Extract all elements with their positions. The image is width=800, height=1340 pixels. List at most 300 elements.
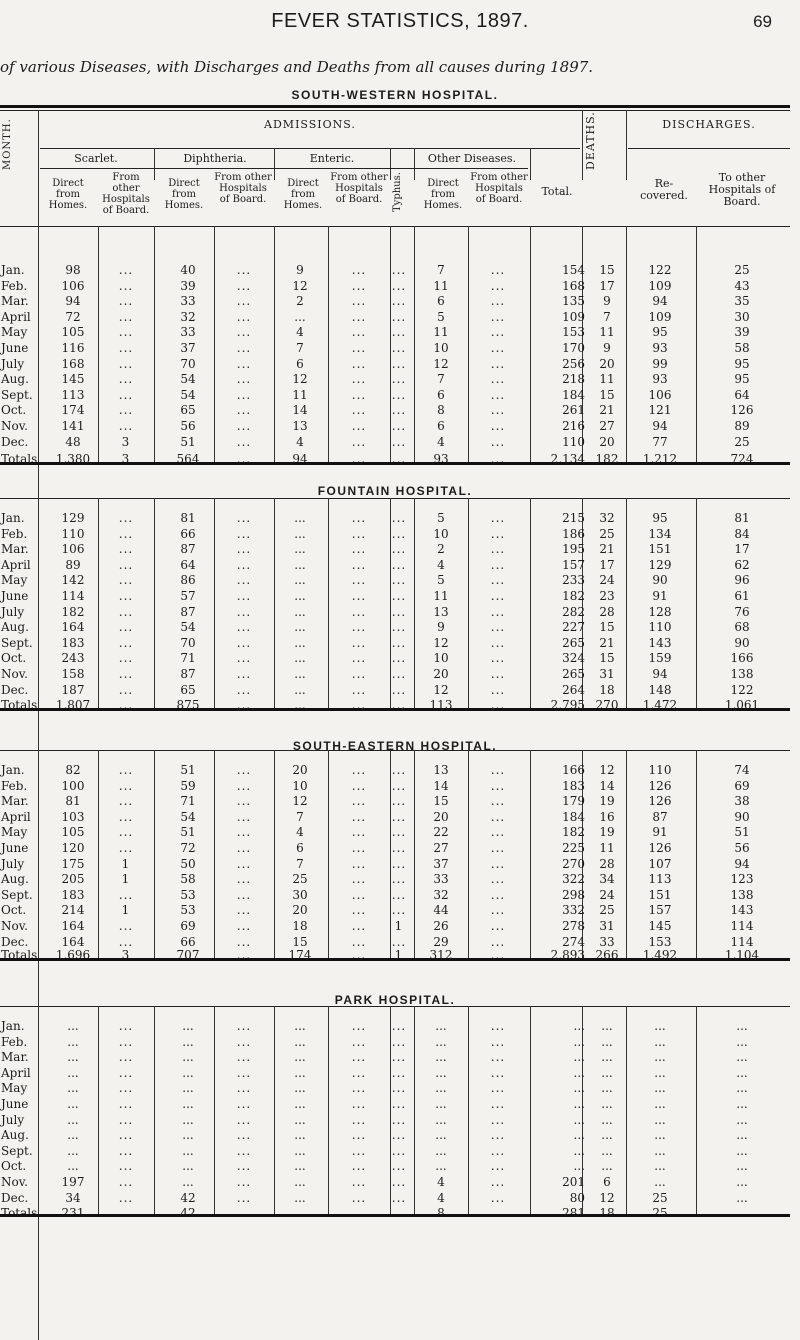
recovered-cell: 91 <box>652 589 668 603</box>
total-cell: 154 <box>562 263 585 277</box>
month-cell: Aug. <box>1 620 29 635</box>
scarlet-direct-cell: ... <box>67 1159 79 1174</box>
enteric-other-cell: ... <box>351 1128 367 1143</box>
to-other-cell: 90 <box>734 635 750 650</box>
deaths-cell: ... <box>601 1034 613 1049</box>
recovered-cell: 126 <box>648 794 672 809</box>
scarlet-direct-cell: 105 <box>61 325 85 340</box>
scarlet-direct-cell: 100 <box>61 778 85 793</box>
scarlet-direct-cell: 214 <box>61 903 85 918</box>
to-other-cell: ... <box>736 1190 748 1205</box>
other-other-cell: ... <box>490 809 506 824</box>
to-other-cell: 69 <box>734 778 750 793</box>
total-cell: ... <box>573 1065 585 1080</box>
enteric-direct-cell: ... <box>294 309 306 324</box>
scarlet-direct-cell: ... <box>67 1050 79 1065</box>
other-other-cell: ... <box>490 341 506 355</box>
to-other-cell: 68 <box>734 620 750 635</box>
deaths-cell: 23 <box>599 589 615 603</box>
scarlet-direct-cell: 205 <box>61 872 85 887</box>
enteric-direct-cell: ... <box>294 589 306 603</box>
deaths-cell: 6 <box>603 1175 611 1189</box>
table-row <box>0 887 790 903</box>
scarlet-other-cell: ... <box>118 573 134 588</box>
scarlet-other-cell: 1 <box>121 872 131 887</box>
typhus-cell: ... <box>391 1190 407 1205</box>
total-cell: 168 <box>562 278 585 293</box>
total-cell: 153 <box>562 325 585 340</box>
scarlet-direct-cell: 158 <box>61 667 85 681</box>
other-other-cell: ... <box>490 1081 506 1096</box>
month-cell: Feb. <box>1 278 28 293</box>
deaths-cell: 21 <box>599 542 615 557</box>
enteric-other-cell: ... <box>351 604 367 619</box>
other-direct-cell: 4 <box>437 557 445 572</box>
to-other-cell: ... <box>736 1034 748 1049</box>
enteric-direct-cell: ... <box>294 1128 306 1143</box>
deaths-cell: 9 <box>603 294 611 309</box>
diph-other-cell: ... <box>236 872 252 887</box>
deaths-cell: ... <box>601 1081 613 1096</box>
total-cell: 110 <box>562 434 585 449</box>
to-other-cell: 114 <box>730 934 754 949</box>
enteric-direct-cell: ... <box>294 573 306 588</box>
recovered-cell: 106 <box>648 387 672 402</box>
other-other-cell: ... <box>490 919 506 933</box>
enteric-direct-cell: ... <box>294 651 306 666</box>
enteric-direct-cell: 11 <box>292 387 308 402</box>
recovered-cell: 143 <box>648 635 672 650</box>
table-row <box>0 650 790 666</box>
scarlet-other-cell: ... <box>118 1143 134 1158</box>
section-title: SOUTH-WESTERN HOSPITAL. <box>291 88 499 102</box>
recovered-cell: 145 <box>648 919 672 933</box>
month-cell: Jan. <box>1 511 25 525</box>
deaths-cell: 17 <box>599 278 615 293</box>
total-cell: 201 <box>562 1175 585 1189</box>
scarlet-other-cell: ... <box>118 1019 134 1033</box>
diph-direct-cell: 54 <box>180 809 196 824</box>
scarlet-direct-cell: 82 <box>65 763 81 777</box>
other-direct-cell: 12 <box>433 356 449 371</box>
diph-direct-cell: 57 <box>180 589 196 603</box>
month-total-cell: Totals <box>1 452 38 466</box>
typhus-cell: ... <box>391 356 407 371</box>
table-row <box>0 510 790 526</box>
scarlet-direct-cell: 182 <box>61 604 85 619</box>
to-other-cell: 122 <box>730 682 754 697</box>
scarlet-other-cell: ... <box>118 309 134 324</box>
enteric-other-header: From other Hospitals of Board. <box>330 172 388 205</box>
diph-direct-cell: 66 <box>180 526 196 541</box>
enteric-other-cell: ... <box>351 589 367 603</box>
diph-other-cell: ... <box>236 434 252 449</box>
deaths-cell: 9 <box>603 341 611 355</box>
scarlet-direct-header: Direct from Homes. <box>48 178 88 211</box>
other-direct-cell: 4 <box>437 1175 445 1189</box>
scarlet-direct-cell: ... <box>67 1097 79 1111</box>
scarlet-direct-cell: 183 <box>61 887 85 902</box>
other-direct-cell: 11 <box>433 589 449 603</box>
enteric-other-cell: ... <box>351 903 367 918</box>
scarlet-other-cell: ... <box>118 1175 134 1189</box>
month-cell: Dec. <box>1 1190 29 1205</box>
diph-direct-cell: 51 <box>180 825 196 840</box>
enteric-other-cell: ... <box>351 526 367 541</box>
total-header: Total. <box>541 185 573 198</box>
diph-other-cell: ... <box>236 589 252 603</box>
scarlet-direct-cell: ... <box>67 1128 79 1143</box>
month-cell: Aug. <box>1 872 29 887</box>
scarlet-other-total-cell: ... <box>118 1206 134 1220</box>
diph-other-cell: ... <box>236 682 252 697</box>
to-other-cell: ... <box>736 1143 748 1158</box>
scarlet-other-cell: ... <box>118 419 134 433</box>
table-row <box>0 918 790 934</box>
diph-other-cell: ... <box>236 856 252 871</box>
typhus-cell: ... <box>391 341 407 355</box>
scarlet-other-cell: ... <box>118 589 134 603</box>
scarlet-direct-total-cell: 1,807 <box>55 698 91 712</box>
diph-direct-cell: 39 <box>180 278 196 293</box>
enteric-direct-cell: 4 <box>296 325 304 340</box>
other-direct-cell: 33 <box>433 872 449 887</box>
total-cell: 265 <box>562 635 585 650</box>
deaths-cell: 21 <box>599 403 615 418</box>
scarlet-other-cell: ... <box>118 511 134 525</box>
scarlet-other-cell: ... <box>118 620 134 635</box>
enteric-direct-cell: 10 <box>292 778 308 793</box>
recovered-cell: 25 <box>652 1190 668 1205</box>
diph-direct-total-cell: 42 <box>180 1206 196 1220</box>
typhus-cell: ... <box>391 325 407 340</box>
other-other-cell: ... <box>490 1034 506 1049</box>
month-cell: Oct. <box>1 403 27 418</box>
other-direct-total-cell: 113 <box>429 698 453 712</box>
typhus-cell: ... <box>391 1143 407 1158</box>
diph-other-total-cell: ... <box>236 452 252 466</box>
scarlet-other-cell: ... <box>118 1112 134 1127</box>
deaths-cell: 15 <box>599 651 615 666</box>
to-other-cell: 123 <box>730 872 754 887</box>
typhus-total-cell: 1 <box>394 948 404 962</box>
diph-direct-header: Direct from Homes. <box>164 178 204 211</box>
recovered-total-cell: 1,472 <box>642 698 678 712</box>
diph-direct-cell: 33 <box>180 325 196 340</box>
scarlet-other-cell: ... <box>118 372 134 387</box>
total-cell: 227 <box>562 620 585 635</box>
recovered-cell: 107 <box>648 856 672 871</box>
to-other-cell: 166 <box>730 651 754 666</box>
typhus-cell: ... <box>391 667 407 681</box>
recovered-cell: 94 <box>652 294 668 309</box>
scarlet-direct-cell: 168 <box>61 356 85 371</box>
total-cell: 265 <box>562 667 585 681</box>
month-cell: April <box>1 309 31 324</box>
recovered-cell: 157 <box>648 903 672 918</box>
typhus-total-cell: ... <box>391 698 407 712</box>
total-cell: 261 <box>562 403 585 418</box>
recovered-cell: 95 <box>652 325 668 340</box>
recovered-cell: 95 <box>652 511 668 525</box>
diph-direct-cell: 54 <box>180 387 196 402</box>
diph-direct-cell: 87 <box>180 604 196 619</box>
scarlet-direct-cell: 142 <box>61 573 85 588</box>
typhus-cell: ... <box>391 934 407 949</box>
table-row <box>0 1112 790 1128</box>
diph-other-cell: ... <box>236 542 252 557</box>
deaths-cell: 31 <box>599 667 615 681</box>
section-title: PARK HOSPITAL. <box>334 993 456 1007</box>
other-other-cell: ... <box>490 511 506 525</box>
month-cell: July <box>1 356 25 371</box>
typhus-cell: ... <box>391 872 407 887</box>
recovered-cell: 94 <box>652 419 668 433</box>
table-row <box>0 1190 790 1206</box>
diph-other-cell: ... <box>236 635 252 650</box>
scarlet-other-cell: ... <box>118 604 134 619</box>
to-other-cell: 39 <box>734 325 750 340</box>
diph-other-cell: ... <box>236 763 252 777</box>
enteric-direct-cell: 25 <box>292 872 308 887</box>
other-direct-cell: ... <box>435 1112 447 1127</box>
diph-other-cell: ... <box>236 387 252 402</box>
scarlet-other-cell: ... <box>118 557 134 572</box>
total-cell: 282 <box>562 604 585 619</box>
enteric-direct-cell: 2 <box>296 294 304 309</box>
typhus-cell: ... <box>391 589 407 603</box>
other-direct-cell: 7 <box>437 372 445 387</box>
other-direct-cell: ... <box>435 1097 447 1111</box>
diph-other-cell: ... <box>236 1190 252 1205</box>
other-direct-cell: ... <box>435 1034 447 1049</box>
diph-direct-cell: 71 <box>180 651 196 666</box>
scarlet-other-total-cell: 3 <box>121 452 131 466</box>
recovered-cell: 93 <box>652 372 668 387</box>
enteric-other-cell: ... <box>351 341 367 355</box>
deaths-cell: 34 <box>599 872 615 887</box>
table-row <box>0 682 790 698</box>
diph-direct-cell: ... <box>182 1065 194 1080</box>
enteric-other-cell: ... <box>351 294 367 309</box>
diph-direct-total-cell: 707 <box>176 948 200 962</box>
to-other-cell: ... <box>736 1097 748 1111</box>
page-subtitle: of various Diseases, with Discharges and Deaths from all causes during 1897. <box>0 58 594 76</box>
enteric-direct-cell: ... <box>294 1143 306 1158</box>
enteric-direct-cell: 20 <box>292 903 308 918</box>
to-other-cell: 138 <box>730 667 754 681</box>
typhus-cell: ... <box>391 526 407 541</box>
deaths-cell: 27 <box>599 419 615 433</box>
other-direct-cell: 29 <box>433 934 449 949</box>
other-other-cell: ... <box>490 1175 506 1189</box>
scarlet-other-cell: ... <box>118 387 134 402</box>
typhus-cell: ... <box>391 511 407 525</box>
month-cell: May <box>1 325 28 340</box>
other-other-cell: ... <box>490 1097 506 1111</box>
diph-other-cell: ... <box>236 403 252 418</box>
deaths-cell: ... <box>601 1159 613 1174</box>
recovered-cell: 126 <box>648 841 672 855</box>
month-cell: Nov. <box>1 919 28 933</box>
deaths-cell: 11 <box>599 325 615 340</box>
scarlet-direct-cell: 145 <box>61 372 85 387</box>
scarlet-other-cell: ... <box>118 263 134 277</box>
other-other-cell: ... <box>490 825 506 840</box>
to-other-cell: 138 <box>730 887 754 902</box>
table-row <box>0 1018 790 1034</box>
typhus-cell: ... <box>391 682 407 697</box>
other-other-total-cell: ... <box>490 698 506 712</box>
total-cell: 233 <box>562 573 585 588</box>
scarlet-other-total-cell: ... <box>118 698 134 712</box>
table-row <box>0 387 790 403</box>
diph-direct-cell: ... <box>182 1081 194 1096</box>
scarlet-direct-cell: 183 <box>61 635 85 650</box>
deaths-total-cell: 182 <box>595 452 619 466</box>
table-row <box>0 635 790 651</box>
deaths-cell: 19 <box>599 825 615 840</box>
other-direct-cell: ... <box>435 1143 447 1158</box>
scarlet-other-cell: ... <box>118 1159 134 1174</box>
scarlet-direct-cell: 113 <box>61 387 85 402</box>
enteric-direct-cell: ... <box>294 542 306 557</box>
recovered-total-cell: 1,212 <box>642 452 678 466</box>
other-other-cell: ... <box>490 356 506 371</box>
typhus-cell: 1 <box>394 919 404 933</box>
table-row <box>0 809 790 825</box>
enteric-direct-cell: 9 <box>296 263 304 277</box>
enteric-other-cell: ... <box>351 856 367 871</box>
recovered-cell: ... <box>654 1143 666 1158</box>
total-cell: 186 <box>562 526 585 541</box>
total-cell: 184 <box>562 809 585 824</box>
table-row <box>0 418 790 434</box>
to-other-total-cell: 1,104 <box>724 948 760 962</box>
table-row <box>0 1096 790 1112</box>
recovered-cell: ... <box>654 1065 666 1080</box>
enteric-direct-cell: 7 <box>296 809 304 824</box>
to-other-cell: 35 <box>734 294 750 309</box>
diph-other-cell: ... <box>236 620 252 635</box>
other-other-cell: ... <box>490 526 506 541</box>
diph-other-cell: ... <box>236 667 252 681</box>
month-cell: Aug. <box>1 1128 29 1143</box>
total-cell: 109 <box>562 309 585 324</box>
month-cell: Mar. <box>1 794 29 809</box>
enteric-other-total-cell: ... <box>351 452 367 466</box>
total-cell: 183 <box>562 778 585 793</box>
diph-direct-cell: ... <box>182 1159 194 1174</box>
scarlet-direct-cell: 116 <box>61 341 85 355</box>
to-other-cell: 96 <box>734 573 750 588</box>
totals-row <box>0 1205 790 1221</box>
deaths-cell: 15 <box>599 620 615 635</box>
diph-other-cell: ... <box>236 1019 252 1033</box>
enteric-other-cell: ... <box>351 794 367 809</box>
deaths-cell: 12 <box>599 763 615 777</box>
recovered-cell: ... <box>654 1034 666 1049</box>
diph-other-cell: ... <box>236 825 252 840</box>
scarlet-direct-cell: ... <box>67 1112 79 1127</box>
enteric-other-total-cell: ... <box>351 698 367 712</box>
enteric-direct-cell: 13 <box>292 419 308 433</box>
other-direct-cell: 26 <box>433 919 449 933</box>
other-direct-cell: ... <box>435 1128 447 1143</box>
typhus-total-cell: ... <box>391 1206 407 1220</box>
deaths-cell: 20 <box>599 434 615 449</box>
enteric-direct-cell: ... <box>294 1112 306 1127</box>
month-cell: Sept. <box>1 887 33 902</box>
deaths-cell: 7 <box>603 309 611 324</box>
enteric-other-cell: ... <box>351 1175 367 1189</box>
enteric-direct-total-cell: 174 <box>288 948 312 962</box>
other-other-cell: ... <box>490 573 506 588</box>
to-other-total-cell: 1,061 <box>724 698 760 712</box>
other-other-cell: ... <box>490 263 506 277</box>
diph-direct-cell: 70 <box>180 356 196 371</box>
month-cell: Oct. <box>1 651 27 666</box>
other-other-total-cell: ... <box>490 452 506 466</box>
recovered-cell: 129 <box>648 557 672 572</box>
other-other-cell: ... <box>490 1065 506 1080</box>
table-row <box>0 526 790 542</box>
other-other-cell: ... <box>490 1128 506 1143</box>
recovered-cell: ... <box>654 1175 666 1189</box>
typhus-cell: ... <box>391 309 407 324</box>
scarlet-other-cell: ... <box>118 325 134 340</box>
month-cell: May <box>1 573 28 588</box>
month-cell: June <box>1 341 29 355</box>
enteric-other-cell: ... <box>351 635 367 650</box>
recovered-cell: 110 <box>648 620 672 635</box>
recovered-cell: 90 <box>652 573 668 588</box>
scarlet-other-cell: ... <box>118 1097 134 1111</box>
table-row <box>0 434 790 450</box>
scarlet-direct-cell: 141 <box>61 419 85 433</box>
deaths-cell: ... <box>601 1112 613 1127</box>
table-row <box>0 309 790 325</box>
diph-other-cell: ... <box>236 573 252 588</box>
diph-direct-cell: 42 <box>180 1190 196 1205</box>
other-direct-cell: 12 <box>433 682 449 697</box>
scarlet-other-cell: ... <box>118 794 134 809</box>
enteric-direct-cell: 7 <box>296 341 304 355</box>
enteric-other-cell: ... <box>351 919 367 933</box>
diph-other-cell: ... <box>236 1050 252 1065</box>
enteric-direct-cell: 4 <box>296 434 304 449</box>
total-cell: 184 <box>562 387 585 402</box>
table-row <box>0 604 790 620</box>
enteric-other-cell: ... <box>351 809 367 824</box>
month-cell: May <box>1 1081 28 1096</box>
table-row <box>0 619 790 635</box>
total-cell: 182 <box>562 825 585 840</box>
other-other-cell: ... <box>490 589 506 603</box>
diph-direct-cell: 54 <box>180 372 196 387</box>
enteric-other-cell: ... <box>351 1143 367 1158</box>
total-cell: 278 <box>562 919 585 933</box>
to-other-cell: 76 <box>734 604 750 619</box>
scarlet-direct-cell: 48 <box>65 434 81 449</box>
enteric-other-cell: ... <box>351 651 367 666</box>
table-row <box>0 371 790 387</box>
other-direct-header: Direct from Homes. <box>423 178 463 211</box>
table-row <box>0 1158 790 1174</box>
section-title: SOUTH-EASTERN HOSPITAL. <box>292 739 498 753</box>
diph-other-cell: ... <box>236 419 252 433</box>
month-cell: May <box>1 825 28 840</box>
